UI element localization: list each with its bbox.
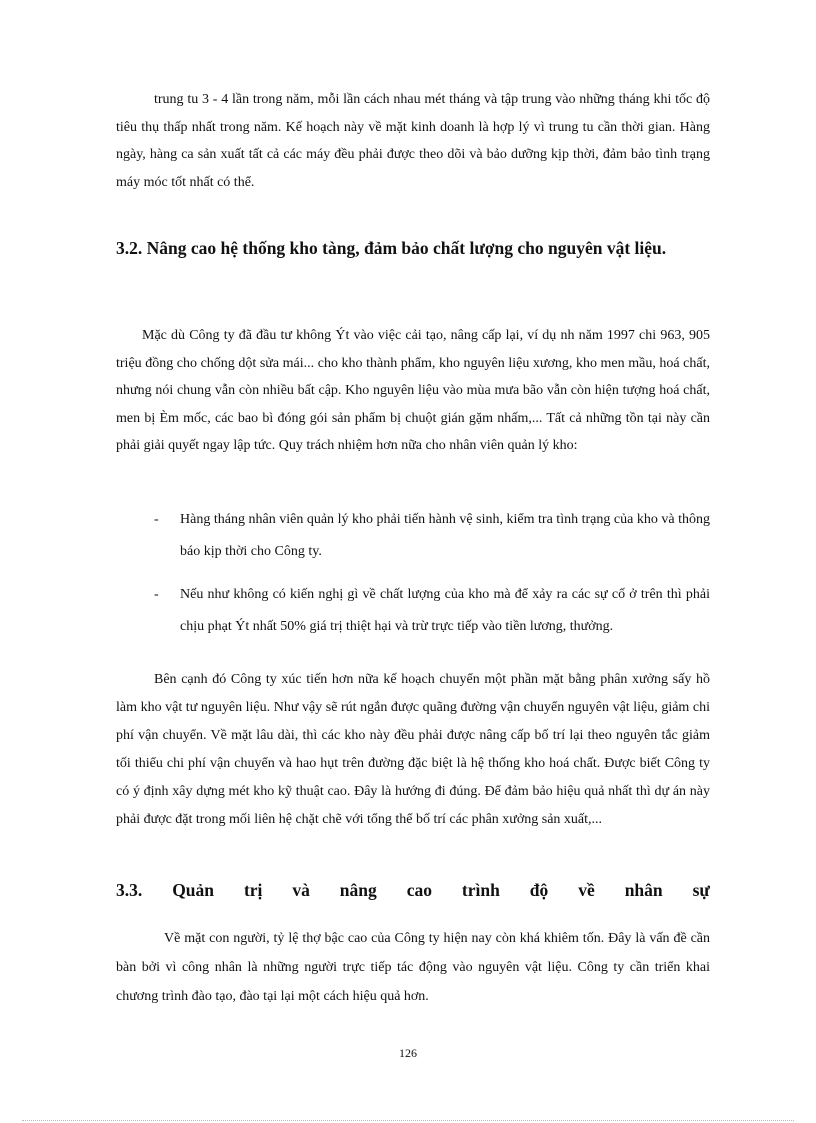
section-3-2-intro: Mặc dù Công ty đã đầu tư không Ýt vào việc cải tạo, nâng cấp lại, ví dụ nh năm 1997 chi 963, 905 triệu đồng cho chống dột sửa mái... cho kho thành phẩm, kho nguyên liệu xương, kho men mầu, hoá chất, nhưng nói chung vẫn còn nhiều bất cập. Kho nguyên liệu vào mùa mưa bão vẫn còn hiện tượng hoá chất, men bị Èm mốc, các bao bì đóng gói sản phẩm bị chuột gián gặm nhấm,... Tất cả những tồn tại này cần phải giải quyết ngay lập tức. Quy trách nhiệm hơn nữa cho nhân viên quản lý kho: — [116, 328, 710, 453]
bullet-list — [116, 504, 710, 654]
page-number: 126 — [399, 1046, 417, 1060]
list-item: - Hàng tháng nhân viên quản lý kho phải tiến hành vệ sinh, kiểm tra tình trạng của kho và thông báo kịp thời cho Công ty. — [116, 504, 710, 568]
top-paragraph: trung tu 3 - 4 lần trong năm, mỗi lần cách nhau mét tháng và tập trung vào những tháng khi tốc độ tiêu thụ thấp nhất trong năm. Kế hoạch này về mặt kinh doanh là hợp lý vì trung tu cần thời gian. Hàng ngày, hàng ca sản xuất tất cả các máy đều phải được theo dõi và bảo dưỡng kịp thời, đảm bảo tình trạng máy móc tốt nhất có thể. — [116, 92, 710, 190]
dash-bullet-icon: - — [154, 512, 159, 527]
section-3-2-heading: 3.2. Nâng cao hệ thống kho tàng, đảm bảo chất lượng cho nguyên vật liệu. — [116, 238, 667, 258]
section-3-2-closing: Bên cạnh đó Công ty xúc tiến hơn nữa kế hoạch chuyển một phần mặt bằng phân xưởng sấy hồ làm kho vật tư nguyên liệu. Như vậy sẽ rút ngắn được quãng đường vận chuyển nguyên vật liệu, giảm chi phí vận chuyển. Về mặt lâu dài, thì các kho này đều phải được nâng cấp bố trí lại theo nguyên tắc giảm tối thiểu chi phí vận chuyển và hao hụt trên đường đặc biệt là hệ thống kho hoá chất. Được biết Công ty có ý định xây dựng mét kho kỹ thuật cao. Đây là hướng đi đúng. Để đảm bảo hiệu quả nhất thì dự án này phải được đặt trong mối liên hệ chặt chẽ với tổng thể bố trí các phân xưởng sản xuất,... — [116, 672, 710, 827]
dash-bullet-icon: - — [154, 587, 159, 602]
list-item: - Nếu như không có kiến nghị gì về chất lượng của kho mà để xảy ra các sự cố ở trên thì phải chịu phạt Ýt nhất 50% giá trị thiệt hại và trừ trực tiếp vào tiền lương, thưởng. — [116, 579, 710, 643]
section-3-3-paragraph: Về mặt con người, tỷ lệ thợ bậc cao của Công ty hiện nay còn khá khiêm tốn. Đây là vấn đề cần bàn bởi vì công nhân là những người trực tiếp tác động vào nguyên vật liệu. Công ty cần triển khai chương trình đào tạo, đào tại lại một cách hiệu quả hơn. — [116, 931, 710, 1004]
page-bottom-border — [22, 1120, 794, 1121]
section-3-3-heading: 3.3. Quản trị và nâng cao trình độ về nhân sự — [116, 880, 710, 900]
